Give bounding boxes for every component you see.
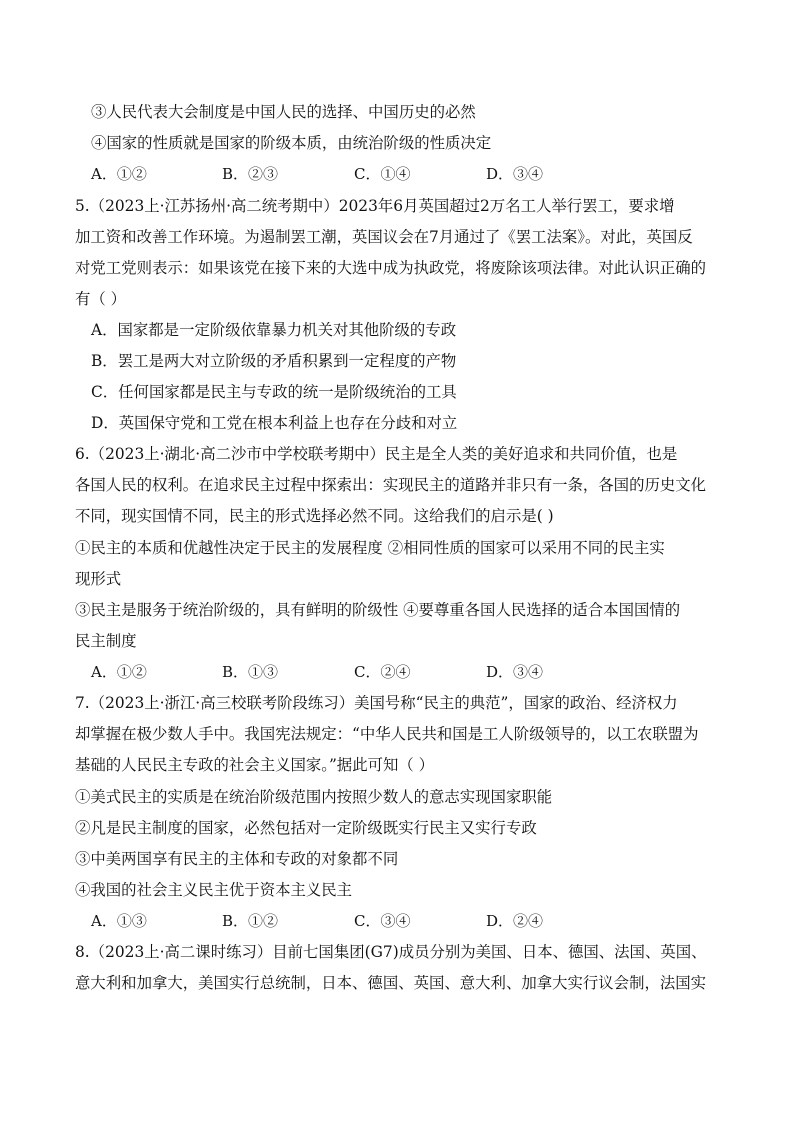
text-line: 有（ ） xyxy=(75,290,127,308)
option-c: C．②④ xyxy=(354,663,411,681)
text-line: 意大利和加拿大，美国实行总统制，日本、德国、英国、意大利、加拿大实行议会制，法国实 xyxy=(75,974,707,992)
option-d: D．②④ xyxy=(486,912,544,930)
text-line: 却掌握在极少数人手中。我国宪法规定：“中华人民共和国是工人阶级领导的，以工农联盟为 xyxy=(75,725,699,743)
question-6-stem: 6.（2023上·湖北·高二沙市中学校联考期中）民主是全人类的美好追求和共同价值，也是 xyxy=(75,445,678,463)
option-a: A．①③ xyxy=(91,912,147,930)
text-line: ①民主的本质和优越性决定于民主的发展程度 ②相同性质的国家可以采用不同的民主实 xyxy=(75,539,665,557)
option-a: A．①② xyxy=(91,663,147,681)
question-8-stem: 8.（2023上·高二课时练习）目前七国集团(G7)成员分别为美国、日本、德国、法国、英国、 xyxy=(75,943,707,961)
option-d: D．③④ xyxy=(486,663,544,681)
option-a: A．国家都是一定阶级依靠暴力机关对其他阶级的专政 xyxy=(91,321,457,339)
option-d: D．英国保守党和工党在根本利益上也存在分歧和对立 xyxy=(91,414,458,432)
option-b: B．罢工是两大对立阶级的矛盾积累到一定程度的产物 xyxy=(91,352,457,370)
text-line: ①美式民主的实质是在统治阶级范围内按照少数人的意志实现国家职能 xyxy=(75,788,553,806)
text-line: 现形式 xyxy=(75,570,122,588)
option-d: D．③④ xyxy=(486,165,544,183)
text-line: 基础的人民民主专政的社会主义国家。”据此可知（ ） xyxy=(75,756,435,774)
text-line: 各国人民的权利。在追求民主过程中探索出：实现民主的道路并非只有一条，各国的历史文化 xyxy=(75,476,707,494)
option-b: B．①③ xyxy=(222,663,279,681)
option-b: B．①② xyxy=(222,912,279,930)
text-line: 对党工党则表示：如果该党在接下来的大选中成为执政党，将废除该项法律。对此认识正确的 xyxy=(75,259,707,277)
text-line: 民主制度 xyxy=(75,632,137,650)
text-line: ③民主是服务于统治阶级的，具有鲜明的阶级性 ④要尊重各国人民选择的适合本国国情的 xyxy=(75,601,681,619)
text-line: ③中美两国享有民主的主体和专政的对象都不同 xyxy=(75,850,399,868)
question-5-stem: 5.（2023上·江苏扬州·高二统考期中）2023年6月英国超过2万名工人举行罢工，要求增 xyxy=(75,197,675,215)
option-b: B．②③ xyxy=(222,165,279,183)
text-line: 不同，现实国情不同，民主的形式选择必然不同。这给我们的启示是( ) xyxy=(75,507,554,525)
option-c: C．任何国家都是民主与专政的统一是阶级统治的工具 xyxy=(91,383,457,401)
text-line: ④我国的社会主义民主优于资本主义民主 xyxy=(75,881,353,899)
text-line: ④国家的性质就是国家的阶级本质，由统治阶级的性质决定 xyxy=(91,134,492,152)
text-line: ③人民代表大会制度是中国人民的选择、中国历史的必然 xyxy=(91,103,476,121)
text-line: ②凡是民主制度的国家，必然包括对一定阶级既实行民主又实行专政 xyxy=(75,819,537,837)
text-line: 加工资和改善工作环境。为遏制罢工潮，英国议会在7月通过了《罢工法案》。对此，英国反 xyxy=(75,228,693,246)
option-c: C．①④ xyxy=(354,165,411,183)
option-c: C．③④ xyxy=(354,912,411,930)
question-7-stem: 7.（2023上·浙江·高三校联考阶段练习）美国号称“民主的典范”，国家的政治、经济权力 xyxy=(75,694,678,712)
option-a: A．①② xyxy=(91,165,147,183)
